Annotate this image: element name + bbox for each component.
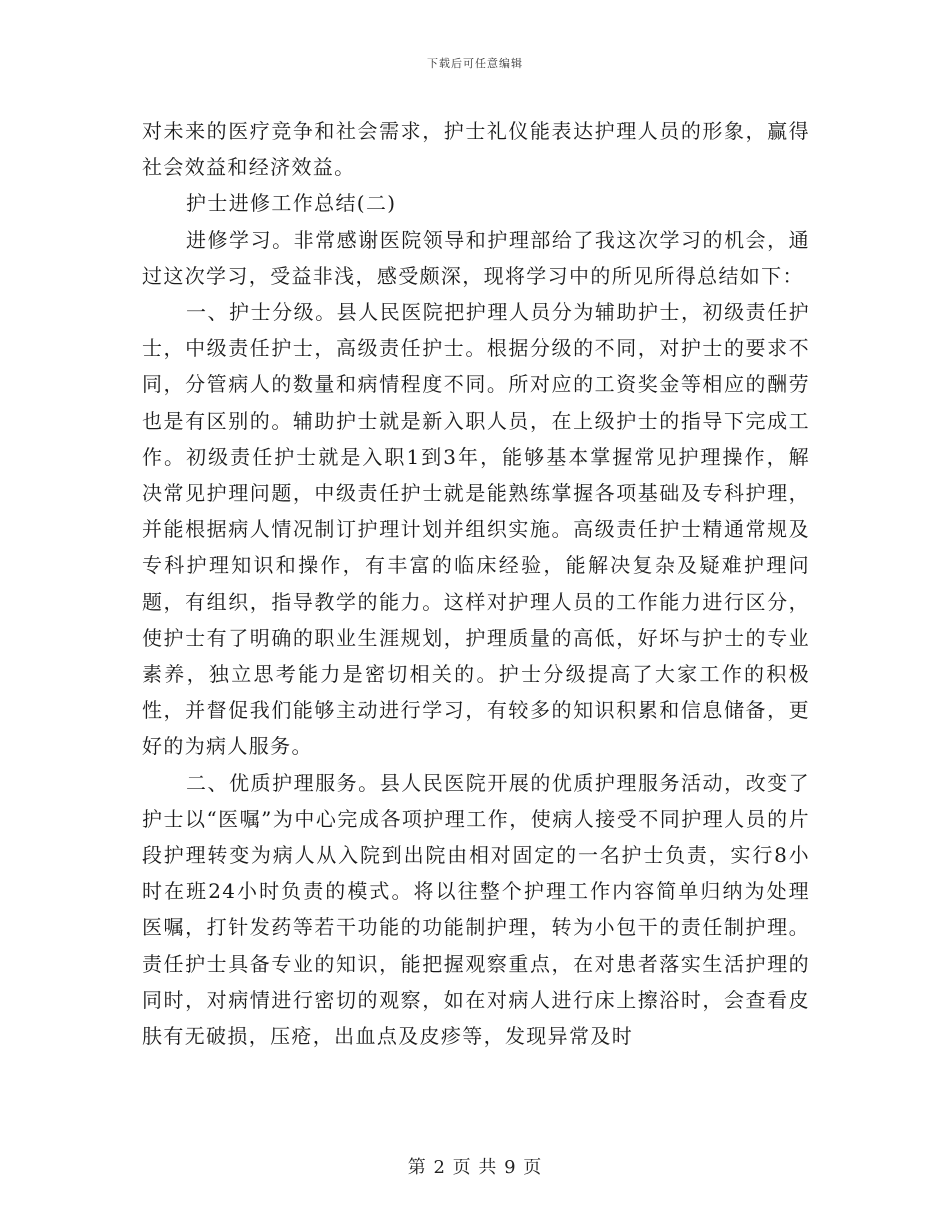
paragraph-intro: 进修学习。非常感谢医院领导和护理部给了我这次学习的机会，通过这次学习，受益非浅，感受颇深，现将学习中的所见所得总结如下： [142,227,810,288]
section-title: 护士进修工作总结(二) [186,191,397,216]
paragraph-1: 对未来的医疗竞争和社会需求，护士礼仪能表达护理人员的形象，赢得社会效益和经济效益。 [142,119,810,180]
paragraph-quality-service: 二、优质护理服务。县人民医院开展的优质护理服务活动，改变了护士以“医嘱”为中心完成各项护理工作，使病人接受不同护理人员的片段护理转变为病人从入院到出院由相对固定的一名护士负责，实行8小时在班24小时负责的模式。将以往整个护理工作内容简单归纳为处理医嘱，打针发药等若干功能的功能制护理，转为小包干的责任制护理。责任护士具备专业的知识，能把握观察重点，在对患者落实生活护理的同时，对病情进行密切的观察，如在对病人进行床上擦浴时，会查看皮肤有无破损，压疮，出血点及皮疹等，发现异常及时 [142,770,810,1049]
page-header-note: 下载后可任意编辑 [427,57,523,70]
paragraph-nurse-grading: 一、护士分级。县人民医院把护理人员分为辅助护士，初级责任护士，中级责任护士，高级责任护士。根据分级的不同，对护士的要求不同，分管病人的数量和病情程度不同。所对应的工资奖金等相应的酬劳也是有区别的。辅助护士就是新入职人员，在上级护士的指导下完成工作。初级责任护士就是入职1到3年，能够基本掌握常见护理操作，解决常见护理问题，中级责任护士就是能熟练掌握各项基础及专科护理，并能根据病人情况制订护理计划并组织实施。高级责任护士精通常规及专科护理知识和操作，有丰富的临床经验，能解决复杂及疑难护理问题，有组织，指导教学的能力。这样对护理人员的工作能力进行区分，使护士有了明确的职业生涯规划，护理质量的高低，好坏与护士的专业素养，独立思考能力是密切相关的。护士分级提高了大家工作的积极性，并督促我们能够主动进行学习，有较多的知识积累和信息储备，更好的为病人服务。 [142,300,810,759]
document-body [142,113,810,1054]
page-number: 第 2 页 共 9 页 [407,1157,543,1178]
